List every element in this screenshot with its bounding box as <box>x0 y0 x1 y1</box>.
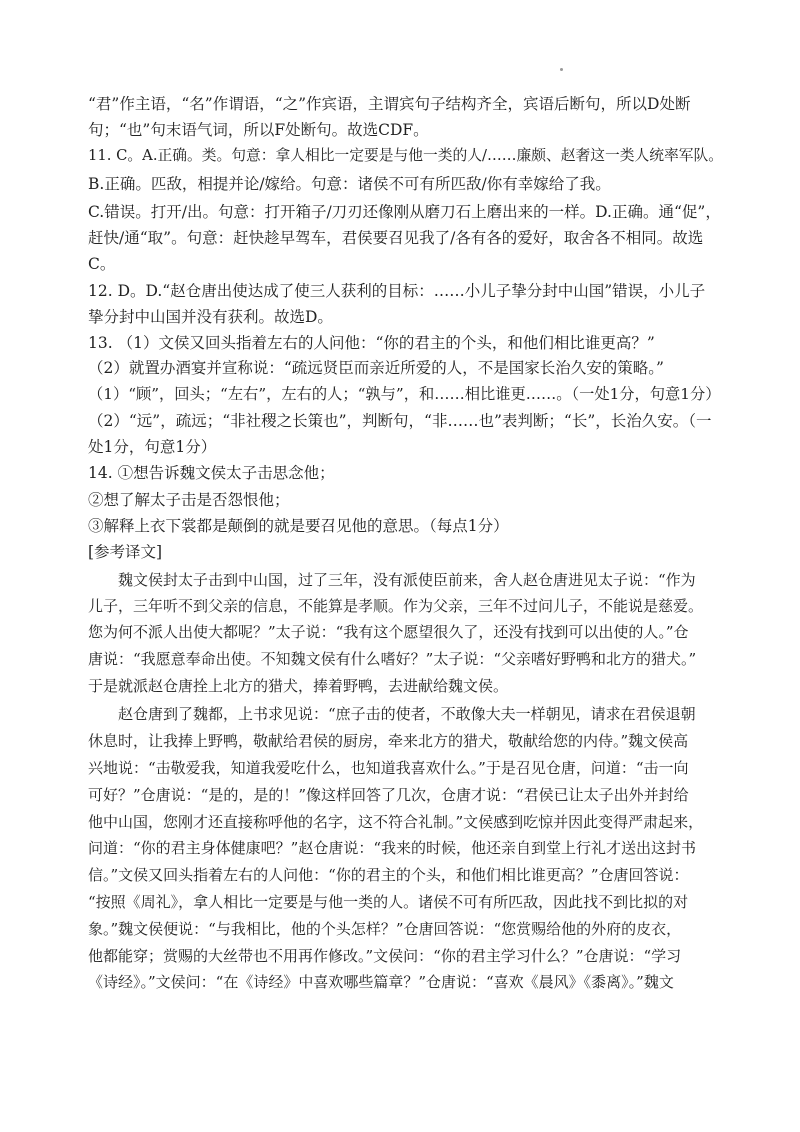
answer-line: “君”作主语，“名”作谓语，“之”作宾语，主谓宾句子结构齐全，宾语后断句，所以D处断 <box>88 95 691 113</box>
translation-line: 可好？”仓唐说：“是的，是的！”像这样回答了几次，仓唐才说：“君侯已让太子出外并封给 <box>88 786 689 804</box>
answer-line: 处1分，句意1分） <box>88 438 217 456</box>
answer-line: 12. D。D.“赵仓唐出使达成了使三人获利的目标：……小儿子挚分封中山国”错误，小儿子 <box>88 282 706 300</box>
answer-line: C。 <box>88 255 116 273</box>
answer-line: 赶快/通“取”。句意：赶快趁早驾车，君侯要召见我了/各有各的爱好，取舍各不相同。故选 <box>88 229 704 247</box>
translation-line: 儿子，三年听不到父亲的信息，不能算是孝顺。作为父亲，三年不过问儿子，不能说是慈爱。 <box>88 597 704 615</box>
translation-line: 魏文侯封太子击到中山国，过了三年，没有派使臣前来，舍人赵仓唐进见太子说：“作为 <box>118 571 696 589</box>
section-heading: [参考译文] <box>88 543 163 561</box>
translation-line: 赵仓唐到了魏都，上书求见说：“庶子击的使者，不敢像大夫一样朝见，请求在君侯退朝 <box>118 705 696 723</box>
answer-line: 14. ①想告诉魏文侯太子击思念他； <box>88 464 335 482</box>
answer-line: ②想了解太子击是否怨恨他； <box>88 491 290 509</box>
answer-line: （2）就置办酒宴并宣称说：“疏远贤臣而亲近所爱的人，不是国家长治久安的策略。” <box>88 359 664 377</box>
scan-speck <box>560 68 563 71</box>
answer-line: B.正确。匹敌，相提并论/嫁给。句意：诸侯不可有所匹敌/你有幸嫁给了我。 <box>88 175 611 193</box>
answer-line: 13. （1）文侯又回头指着左右的人问他：“你的君主的个头，和他们相比谁更高？” <box>88 334 655 352</box>
translation-line: 信。”文侯又回头指着左右的人问他：“你的君主的个头，和他们相比谁更高？”仓唐回答说： <box>88 866 689 884</box>
answer-line: 挚分封中山国并没有获利。故选D。 <box>88 308 333 326</box>
translation-line: 于是就派赵仓唐拴上北方的猎犬，捧着野鸭，去进献给魏文侯。 <box>88 677 509 695</box>
translation-line: 他中山国，您刚才还直接称呼他的名字，这不符合礼制。”文侯感到吃惊并因此变得严肃起来， <box>88 813 704 831</box>
translation-line: 象。”魏文侯便说：“与我相比，他的个头怎样？”仓唐回答说：“您赏赐给他的外府的皮衣， <box>88 920 682 938</box>
translation-line: “按照《周礼》，拿人相比一定要是与他一类的人。诸侯不可有所匹敌，因此找不到比拟的对 <box>88 893 689 911</box>
translation-line: 《诗经》。”文侯问：“在《诗经》中喜欢哪些篇章？”仓唐说：“喜欢《晨风》《黍离》。”魏文 <box>88 973 674 991</box>
translation-line: 问道：“你的君主身体健康吧？”赵仓唐说：“我来的时候，他还亲自到堂上行礼才送出这封书 <box>88 839 697 857</box>
answer-line: 11. C。A.正确。类。句意：拿人相比一定要是与他一类的人/……廉颇、赵奢这一类人统率军队。 <box>88 147 723 164</box>
translation-line: 唐说：“我愿意奉命出使。不知魏文侯有什么嗜好？”太子说：“父亲嗜好野鸭和北方的猎犬。” <box>88 650 697 668</box>
answer-line: （2）“远”，疏远；“非社稷之长策也”，判断句，“非……也”表判断；“长”，长治久安。（一 <box>88 412 712 430</box>
translation-line: 您为何不派人出使大都呢？”太子说：“我有这个愿望很久了，还没有找到可以出使的人。”仓 <box>88 623 689 641</box>
translation-line: 兴地说：“击敬爱我，知道我爱吃什么，也知道我喜欢什么。”于是召见仓唐，问道：“击一向 <box>88 759 689 777</box>
answer-line: C.错误。打开/出。句意：打开箱子/刀刃还像刚从磨刀石上磨出来的一样。D.正确。通“促”， <box>88 203 721 221</box>
answer-line: ③解释上衣下裳都是颠倒的就是要召见他的意思。（每点1分） <box>88 517 509 535</box>
translation-line: 他都能穿；赏赐的大丝带也不用再作修改。”文侯问：“你的君主学习什么？”仓唐说：“学习 <box>88 947 682 965</box>
answer-line: （1）“顾”，回头；“左右”，左右的人；“孰与”，和……相比谁更……。（一处1分，句意1分） <box>88 385 721 403</box>
translation-line: 休息时，让我捧上野鸭，敬献给君侯的厨房，牵来北方的猎犬，敬献给您的内侍。”魏文侯高 <box>88 732 689 750</box>
answer-line: 句；“也”句末语气词，所以F处断句。故选CDF。 <box>88 121 429 139</box>
